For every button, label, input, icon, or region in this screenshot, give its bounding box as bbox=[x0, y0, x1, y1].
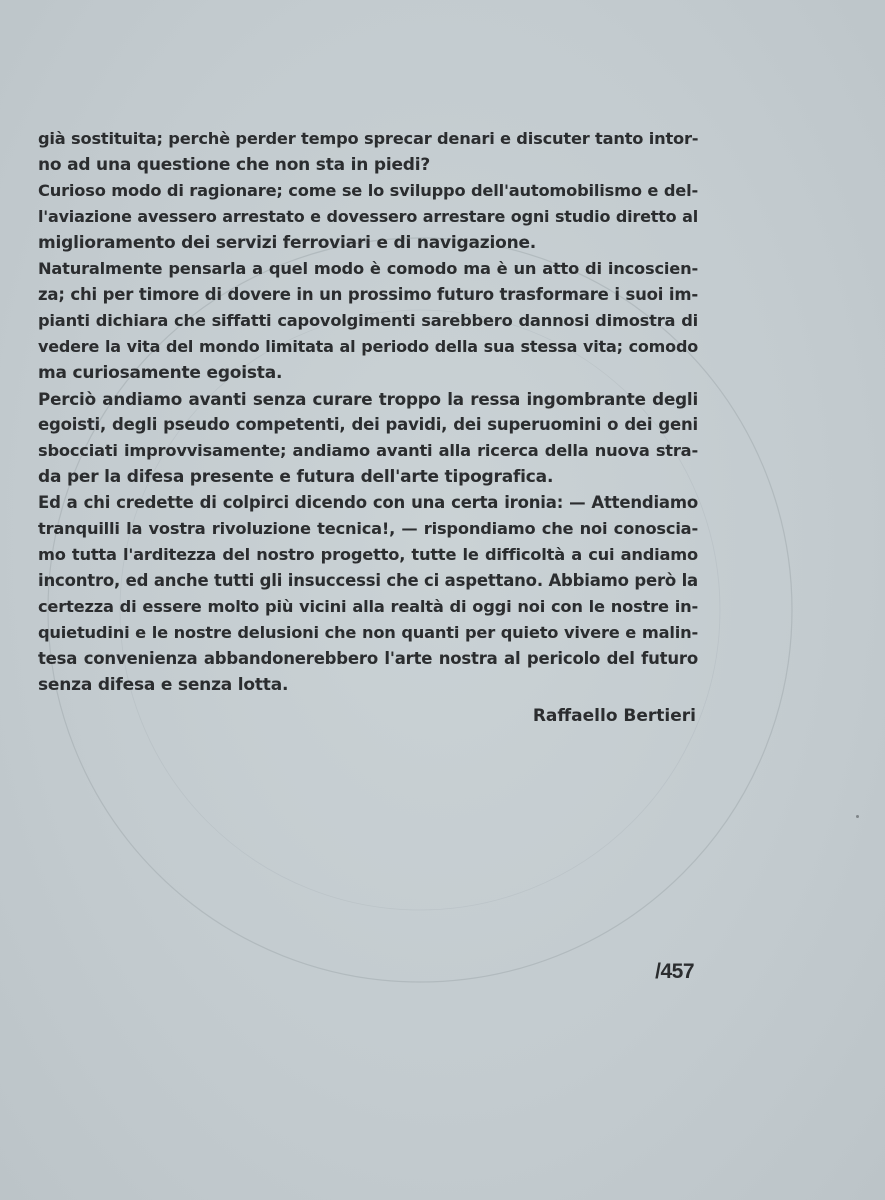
paragraph bbox=[38, 126, 698, 178]
text-line: l'aviazione avessero arrestato e dovessero arrestare ogni studio diretto al bbox=[38, 207, 698, 226]
text-line: Perciò andiamo avanti senza curare troppo la ressa ingombrante degli bbox=[38, 389, 698, 409]
text-line: Curioso modo di ragionare; come se lo sviluppo dell'automobilismo e del- bbox=[38, 181, 698, 200]
text-line: miglioramento dei servizi ferroviari e di navigazione. bbox=[38, 233, 537, 253]
text-line: sbocciati improvvisamente; andiamo avanti alla ricerca della nuova stra- bbox=[38, 441, 698, 460]
text-line: pianti dichiara che siffatti capovolgimenti sarebbero dannosi dimostra di bbox=[38, 311, 698, 330]
paragraph bbox=[38, 490, 698, 698]
text-line: tranquilli la vostra rivoluzione tecnica!, — rispondiamo che noi conoscia- bbox=[38, 519, 698, 538]
page-number: /457 bbox=[655, 960, 694, 983]
text-line: mo tutta l'arditezza del nostro progetto, tutte le difficoltà a cui andiamo bbox=[38, 545, 698, 564]
text-line: già sostituita; perchè perder tempo sprecar denari e discuter tanto intor- bbox=[38, 129, 698, 148]
text-line: da per la difesa presente e futura dell'arte tipografica. bbox=[38, 467, 554, 487]
text-line: za; chi per timore di dovere in un prossimo futuro trasformare i suoi im- bbox=[38, 285, 698, 304]
author-signature: Raffaello Bertieri bbox=[532, 706, 696, 726]
text-line: senza difesa e senza lotta. bbox=[38, 675, 289, 695]
text-line: no ad una questione che non sta in piedi? bbox=[38, 155, 431, 175]
paragraph bbox=[38, 178, 698, 256]
text-line: egoisti, degli pseudo competenti, dei pavidi, dei superuomini o dei geni bbox=[38, 415, 698, 434]
paragraph bbox=[38, 386, 698, 490]
text-line: ma curiosamente egoista. bbox=[38, 363, 283, 383]
text-line: tesa convenienza abbandonerebbero l'arte nostra al pericolo del futuro bbox=[38, 649, 698, 668]
text-line: certezza di essere molto più vicini alla realtà di oggi noi con le nostre in- bbox=[38, 597, 698, 616]
body-text bbox=[38, 126, 698, 698]
text-line: vedere la vita del mondo limitata al periodo della sua stessa vita; comodo bbox=[38, 337, 698, 356]
paragraph bbox=[38, 256, 698, 386]
text-line: Ed a chi credette di colpirci dicendo con una certa ironia: — Attendiamo bbox=[38, 493, 698, 512]
text-line: quietudini e le nostre delusioni che non quanti per quieto vivere e malin- bbox=[38, 623, 698, 642]
paper-speck bbox=[856, 815, 859, 818]
text-line: incontro, ed anche tutti gli insuccessi che ci aspettano. Abbiamo però la bbox=[38, 571, 698, 590]
text-line: Naturalmente pensarla a quel modo è comodo ma è un atto di incoscien- bbox=[38, 259, 698, 278]
